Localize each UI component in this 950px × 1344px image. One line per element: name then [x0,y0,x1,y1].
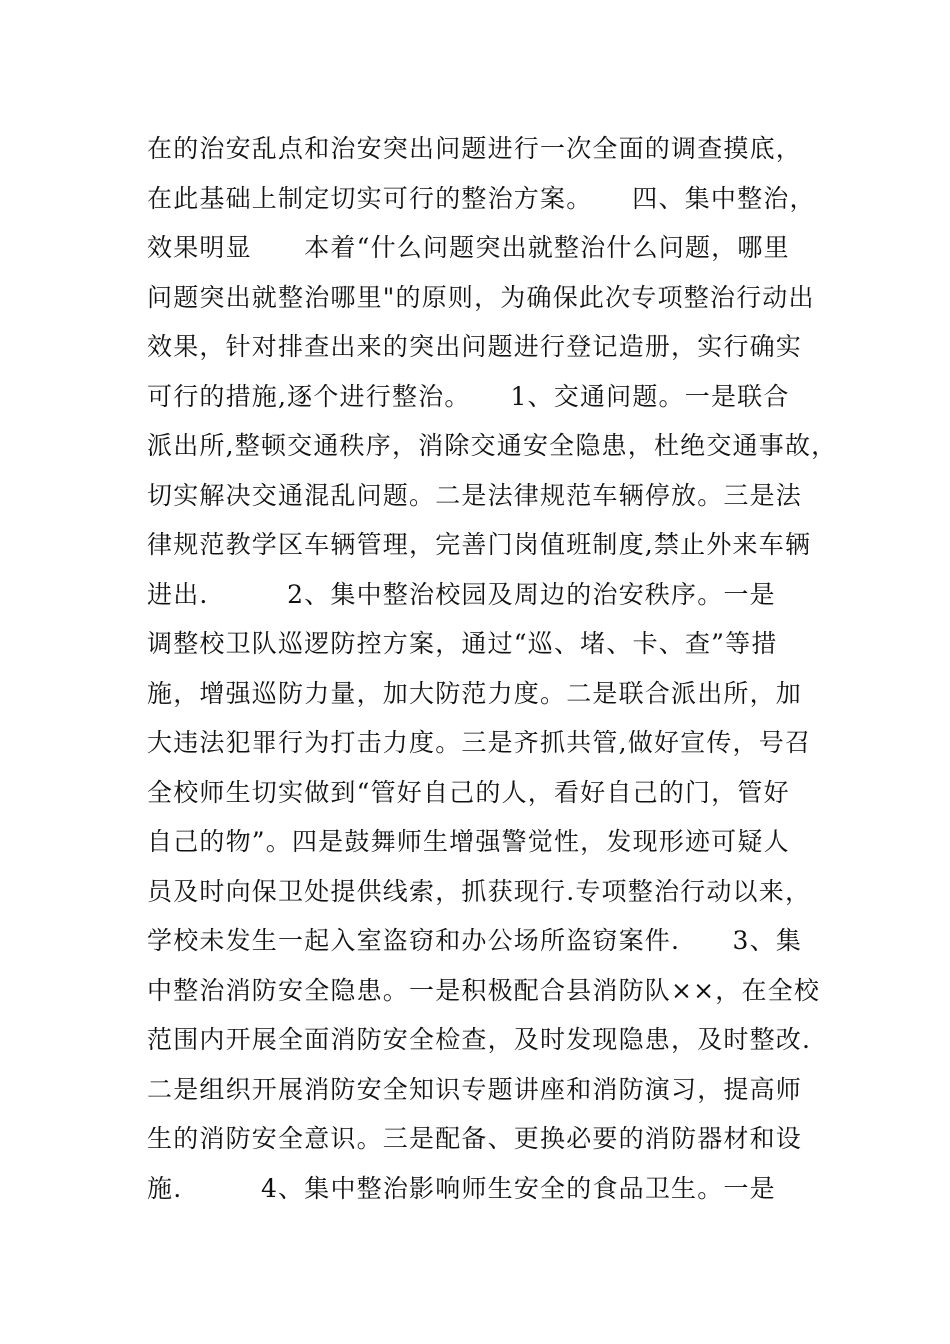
text-line: 中整治消防安全隐患。一是积极配合县消防队××，在全校 [147,975,821,1005]
text-line: 施. 4、集中整治影响师生安全的食品卫生。一是 [147,1173,776,1203]
text-line: 大违法犯罪行为打击力度。三是齐抓共管,做好宣传，号召 [147,728,812,757]
text-line: 效果，针对排查出来的突出问题进行登记造册，实行确实 [147,332,803,361]
text-line: 进出. 2、集中整治校园及周边的治安秩序。一是 [147,579,776,609]
text-line: 自己的物”。四是鼓舞师生增强警觉性，发现形迹可疑人 [147,827,790,856]
body-text [147,124,838,1213]
text-line: 二是组织开展消防安全知识专题讲座和消防演习，提高师 [147,1074,803,1104]
text-line: 调整校卫队巡逻防控方案，通过“巡、堵、卡、查”等措 [147,629,778,658]
text-line: 可行的措施,逐个进行整治。 1、交通问题。一是联合 [147,381,790,411]
text-line: 效果明显 本着“什么问题突出就整治什么问题，哪里 [147,233,790,262]
text-line: 员及时向保卫处提供线索，抓获现行.专项整治行动以来， [147,876,812,906]
text-line: 在的治安乱点和治安突出问题进行一次全面的调查摸底， [147,134,803,163]
text-line: 在此基础上制定切实可行的整治方案。 四、集中整治， [147,183,816,213]
text-line: 全校师生切实做到“管好自己的人，看好自己的门，管好 [147,777,790,807]
text-line: 学校未发生一起入室盗窃和办公场所盗窃案件. 3、集 [147,926,803,955]
text-line: 生的消防安全意识。三是配备、更换必要的消防器材和设 [147,1124,803,1153]
text-line: 范围内开展全面消防安全检查，及时发现隐患，及时整改. [147,1025,812,1054]
text-line: 问题突出就整治哪里"的原则，为确保此次专项整治行动出 [147,282,815,312]
text-line: 施，增强巡防力量，加大防范力度。二是联合派出所，加 [147,678,803,708]
text-line: 律规范教学区车辆管理，完善门岗值班制度,禁止外来车辆 [147,530,812,559]
text-line: 派出所,整顿交通秩序，消除交通安全隐患，杜绝交通事故， [147,431,838,460]
text-line: 切实解决交通混乱问题。二是法律规范车辆停放。三是法 [147,480,803,510]
